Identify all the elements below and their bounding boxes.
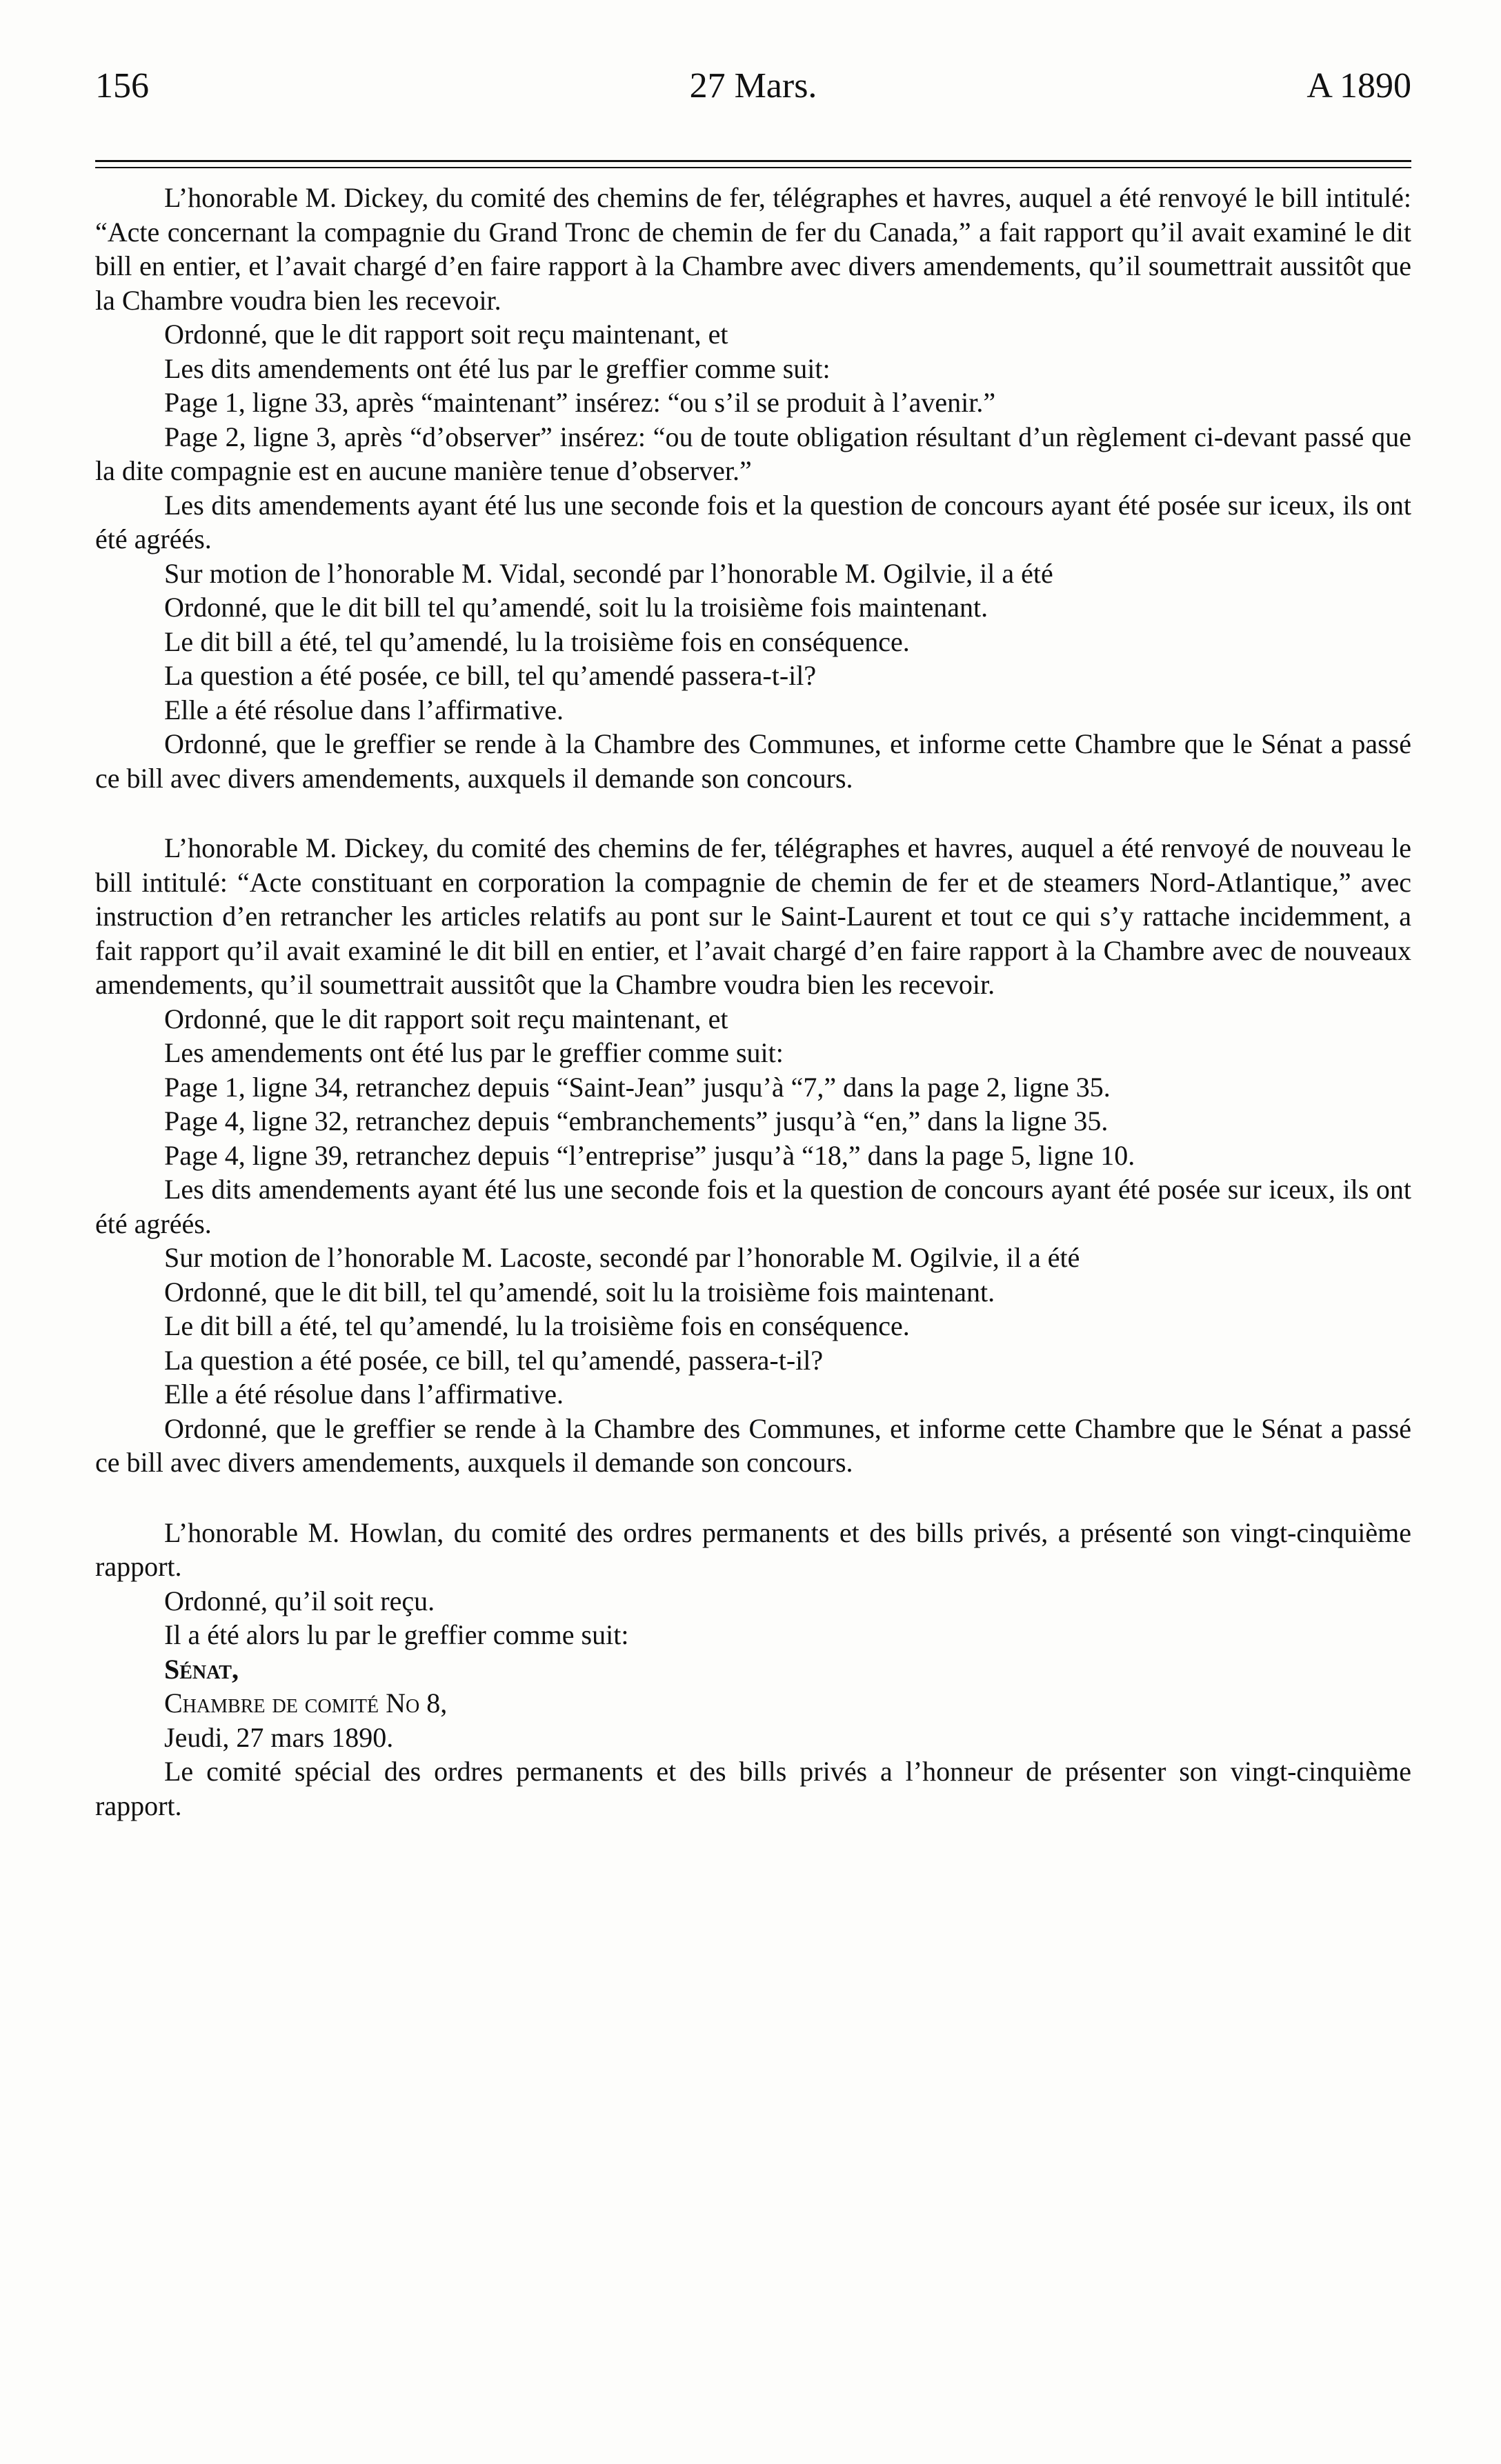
address-date: Jeudi, 27 mars 1890. (164, 1721, 394, 1753)
address-committee-room: Chambre de comité No 8, (164, 1687, 448, 1719)
paragraph: Ordonné, que le greffier se rende à la Chambre des Communes, et informe cette Chambre que le Sénat a passé ce bill avec divers amendements, auxquels il demande son concours. (95, 728, 1411, 794)
paragraph: Il a été alors lu par le greffier comme suit: (164, 1619, 629, 1650)
page-header (95, 66, 1411, 121)
paragraph: Sur motion de l’honorable M. Lacoste, secondé par l’honorable M. Ogilvie, il a été (164, 1242, 1080, 1273)
address-senat: Sénat, (164, 1653, 239, 1685)
paragraph: Page 2, ligne 3, après “d’observer” insérez: “ou de toute obligation résultant d’un règlement ci-devant passé que la dite compagnie est en aucune manière tenue d’observer.” (95, 421, 1411, 486)
paragraph: Ordonné, que le dit bill, tel qu’amendé, soit lu la troisième fois maintenant. (164, 1276, 995, 1308)
paragraph: Page 1, ligne 34, retranchez depuis “Saint-Jean” jusqu’à “7,” dans la page 2, ligne 35. (164, 1071, 1111, 1103)
paragraph: Ordonné, que le greffier se rende à la Chambre des Communes, et informe cette Chambre que le Sénat a passé ce bill avec divers amendements, auxquels il demande son concours. (95, 1412, 1411, 1478)
page-number: 156 (95, 66, 149, 106)
paragraph: La question a été posée, ce bill, tel qu’amendé, passera-t-il? (164, 1344, 824, 1376)
paragraph: Les dits amendements ayant été lus une seconde fois et la question de concours ayant été posée sur iceux, ils ont été agréés. (95, 489, 1411, 554)
paragraph: Ordonné, que le dit rapport soit reçu maintenant, et (164, 319, 728, 350)
paragraph: Les dits amendements ayant été lus une seconde fois et la question de concours ayant été posée sur iceux, ils ont été agréés. (95, 1174, 1411, 1239)
header-year: A 1890 (1306, 66, 1411, 106)
paragraph: La question a été posée, ce bill, tel qu’amendé passera-t-il? (164, 660, 817, 691)
section-nord-atlantique (95, 831, 1411, 1480)
paragraph: Le comité spécial des ordres permanents et des bills privés a l’honneur de présenter son vingt-cinquième rapport. (95, 1756, 1411, 1821)
paragraph: Ordonné, que le dit bill tel qu’amendé, soit lu la troisième fois maintenant. (164, 592, 988, 623)
section-gap (95, 1480, 1411, 1516)
paragraph: Le dit bill a été, tel qu’amendé, lu la troisième fois en conséquence. (164, 625, 910, 657)
paragraph: Page 1, ligne 33, après “maintenant” insérez: “ou s’il se produit à l’avenir.” (164, 387, 996, 418)
paragraph: Page 4, ligne 32, retranchez depuis “embranchements” jusqu’à “en,” dans la ligne 35. (164, 1105, 1109, 1136)
paragraph: Sur motion de l’honorable M. Vidal, secondé par l’honorable M. Ogilvie, il a été (164, 557, 1053, 589)
section-howlan-report (95, 1516, 1411, 1823)
paragraph: L’honorable M. Howlan, du comité des ordres permanents et des bills privés, a présenté son vingt-cinquième rapport. (95, 1516, 1411, 1582)
paragraph: Les amendements ont été lus par le greffier comme suit: (164, 1037, 784, 1068)
section-gap (95, 795, 1411, 831)
section-grand-tronc (95, 181, 1411, 795)
paragraph: Page 4, ligne 39, retranchez depuis “l’entreprise” jusqu’à “18,” dans la page 5, ligne 10. (164, 1139, 1135, 1171)
paragraph: Ordonné, que le dit rapport soit reçu maintenant, et (164, 1003, 728, 1034)
header-rule-bottom (95, 167, 1411, 168)
page-body (95, 181, 1411, 1823)
paragraph: Elle a été résolue dans l’affirmative. (164, 694, 564, 725)
paragraph: Le dit bill a été, tel qu’amendé, lu la troisième fois en conséquence. (164, 1310, 910, 1341)
paragraph: L’honorable M. Dickey, du comité des chemins de fer, télégraphes et havres, auquel a été renvoyé le bill intitulé: “Acte concernant la compagnie du Grand Tronc de chemin de fer du Canada,” a fait rapport qu’il avait examiné le dit bill en entier, et l’avait chargé d’en faire rapport à la Chambre avec divers amendements, qu’il soumettrait aussitôt que la Chambre voudra bien les recevoir. (95, 182, 1411, 316)
paragraph: Les dits amendements ont été lus par le greffier comme suit: (164, 352, 831, 384)
header-date: 27 Mars. (689, 66, 817, 106)
paragraph: Ordonné, qu’il soit reçu. (164, 1585, 435, 1616)
header-rule-top (95, 160, 1411, 162)
paragraph: L’honorable M. Dickey, du comité des chemins de fer, télégraphes et havres, auquel a été renvoyé de nouveau le bill intitulé: “Acte constituant en corporation la compagnie de chemin de fer et de steamers Nord-Atlantique,” avec instruction d’en retrancher les articles relatifs au pont sur le Saint-Laurent et tout ce qui s’y rattache incidemment, a fait rapport qu’il avait examiné le dit bill en entier, et l’avait chargé d’en faire rapport à la Chambre avec de nouveaux amendements, qu’il soumettrait aussitôt que la Chambre voudra bien les recevoir. (95, 832, 1411, 1000)
paragraph: Elle a été résolue dans l’affirmative. (164, 1379, 564, 1410)
